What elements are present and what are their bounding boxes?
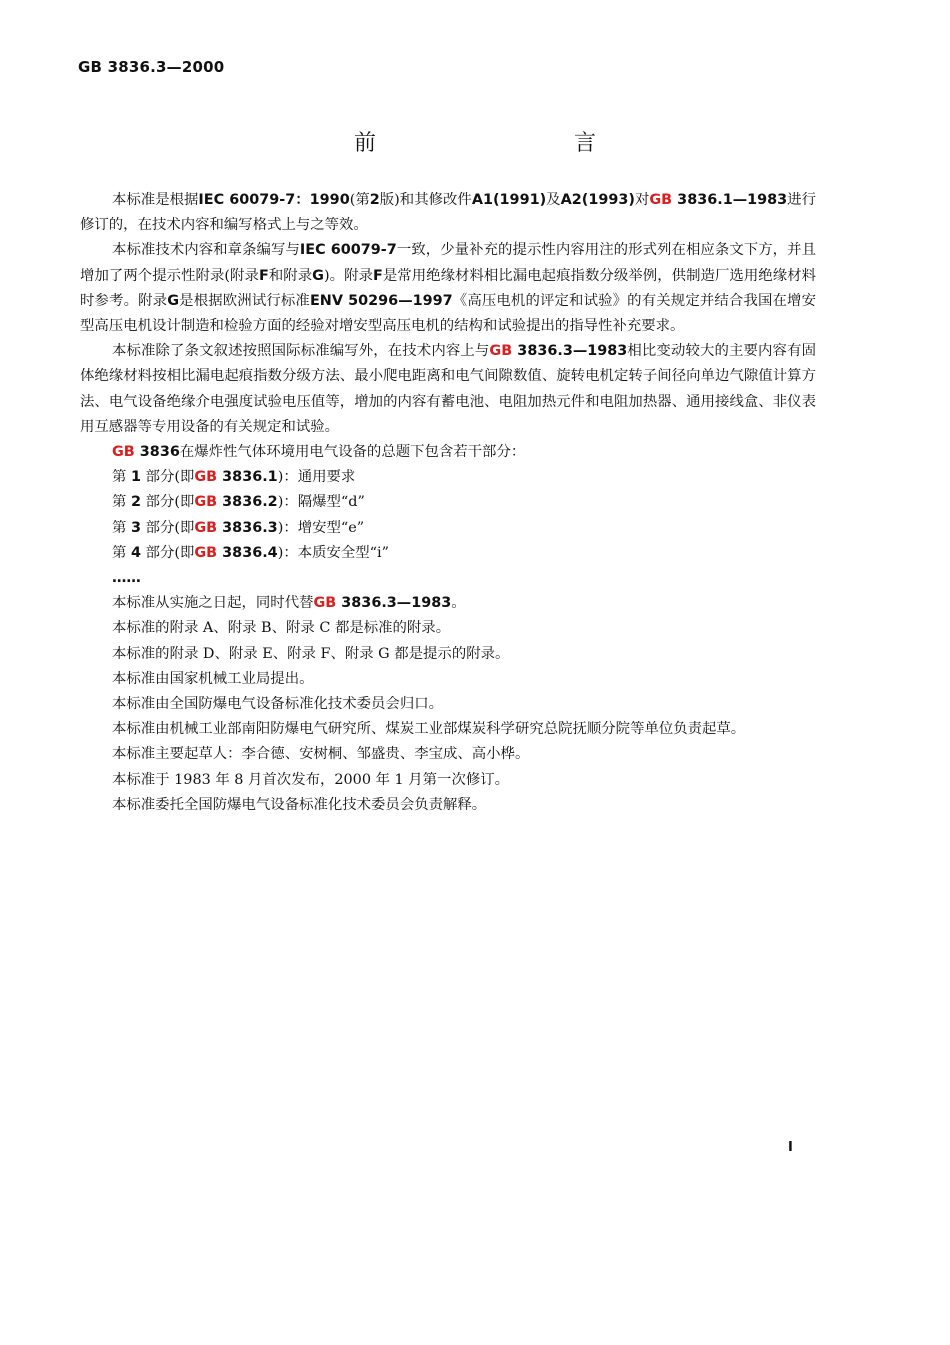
foreword-body [80, 188, 816, 818]
text-span: 本标准是根据 [112, 192, 199, 208]
text-span: 2 [369, 192, 380, 208]
text-span: 3836.3—1983 [512, 343, 628, 360]
text-span: )。附录 [323, 267, 373, 284]
text-span: G [167, 292, 180, 309]
paragraph-informative-annexes: 本标准的附录 D、附录 E、附录 F、附录 G 都是提示的附录。 [112, 645, 510, 662]
text-span: 3836.1—1983 [672, 192, 788, 208]
text-span: )：通用要求 [277, 469, 356, 486]
text-span: 第 [112, 544, 127, 561]
paragraph-drafters: 本标准主要起草人：李合德、安树桐、邹盛贵、李宝成、高小桦。 [112, 746, 530, 763]
text-span: 3 [130, 519, 141, 536]
gb-highlight: GB [489, 343, 513, 360]
paragraph-normative-annexes: 本标准的附录 A、附录 B、附录 C 都是标准的附录。 [112, 620, 451, 637]
text-span: (第 [349, 192, 370, 208]
text-span: 部分(即 [145, 544, 195, 561]
text-span: G [312, 267, 324, 284]
text-span: IEC 60079-7 [299, 242, 397, 259]
text-span: 本标准从实施之日起，同时代替 [112, 595, 314, 612]
list-item-part-2 [80, 490, 816, 515]
text-span: 对 [634, 192, 650, 208]
text-span: 3836.1 [217, 469, 278, 486]
paragraph-centralized-by: 本标准由全国防爆电气设备标准化技术委员会归口。 [112, 696, 443, 713]
gb-highlight: GB [194, 469, 218, 486]
text-span: 和附录 [268, 267, 313, 284]
text-span: )：本质安全型“i” [277, 544, 389, 561]
text-span: )：增安型“e” [277, 519, 365, 536]
text-span: 是常用绝缘材料相比漏电起痕指数分级举例，供制造厂选用绝缘材料时参考。附录 [80, 267, 816, 309]
gb-highlight: GB [194, 494, 218, 511]
text-span: )：隔爆型“d” [277, 494, 365, 511]
gb-highlight: GB [112, 444, 135, 461]
list-item-part-3 [80, 516, 816, 541]
text-span: 3836.4 [217, 544, 278, 561]
text-span: IEC 60079-7：1990 [198, 192, 350, 208]
paragraph-drafted-by: 本标准由机械工业部南阳防爆电气研究所、煤炭工业部煤炭科学研究总院抚顺分院等单位负责起草。 [112, 721, 746, 738]
gb-highlight: GB [194, 519, 218, 536]
standard-code-header: GB 3836.3—2000 [78, 58, 225, 76]
paragraph-changes [80, 339, 816, 440]
text-span: 在爆炸性气体环境用电气设备的总题下包含若干部分： [179, 444, 526, 461]
page-number: I [788, 1140, 793, 1155]
text-span: A1(1991) [471, 192, 547, 208]
text-span: 3836.3—1983 [336, 595, 452, 612]
gb-highlight: GB [313, 595, 337, 612]
text-span: 3836 [134, 444, 180, 461]
text-span: 。 [451, 595, 466, 612]
gb-highlight: GB [649, 192, 673, 208]
paragraph-interpretation: 本标准委托全国防爆电气设备标准化技术委员会负责解释。 [112, 796, 487, 813]
text-span: A2(1993) [560, 192, 635, 208]
text-span: 第 [112, 494, 127, 511]
text-span: 部分(即 [145, 494, 195, 511]
text-span: 4 [130, 544, 141, 561]
text-span: F [372, 267, 383, 284]
text-span: 1 [130, 469, 141, 486]
text-span: 部分(即 [145, 469, 195, 486]
paragraph-parts-intro [80, 440, 816, 465]
text-span: 部分(即 [145, 519, 195, 536]
list-item-part-4 [80, 541, 816, 566]
text-span: 版)和其修改件 [379, 192, 472, 208]
paragraph-replaces [80, 591, 816, 616]
page-title: 前 言 [353, 131, 684, 156]
text-span: 相比变动较大的主要内容有固体绝缘材料按相比漏电起痕指数分级方法、最小爬电距离和电气间隙数值、旋转电机定转子间径向单边气隙值计算方法、电气设备绝缘介电强度试验电压值等，增加的内容有蓄电池、电阻加热元件和电阻加热器、通用接线盒、非仪表用互感器等专用设备的有关规定和试验。 [80, 343, 816, 435]
text-span: 进行修订的，在技术内容和编写格式上与之等效。 [80, 192, 816, 234]
paragraph-issue-history: 本标准于 1983 年 8 月首次发布，2000 年 1 月第一次修订。 [112, 771, 510, 788]
text-span: 2 [130, 494, 141, 511]
paragraph-basis [80, 188, 816, 238]
list-ellipsis: …… [112, 570, 141, 587]
text-span: 3836.3 [217, 519, 278, 536]
text-span: F [258, 267, 269, 284]
text-span: 一致，少量补充的提示性内容用注的形式列在相应条文下方，并且增加了两个提示性附录(附录 [80, 242, 816, 284]
text-span: 第 [112, 469, 127, 486]
text-span: 本标准技术内容和章条编写与 [112, 242, 300, 259]
gb-highlight: GB [194, 544, 218, 561]
text-span: 是根据欧洲试行标准 [179, 292, 310, 309]
list-item-part-1 [80, 465, 816, 490]
text-span: 《高压电机的评定和试验》的有关规定并结合我国在增安型高压电机设计制造和检验方面的经验对增安型高压电机的结构和试验提出的指导性补充要求。 [80, 292, 816, 335]
text-span: 及 [546, 192, 561, 208]
text-span: 3836.2 [217, 494, 278, 511]
text-span: 第 [112, 519, 127, 536]
paragraph-proposed-by: 本标准由国家机械工业局提出。 [112, 670, 314, 687]
text-span: ENV 50296—1997 [309, 292, 453, 309]
paragraph-structure [80, 238, 816, 339]
text-span: 本标准除了条文叙述按照国际标准编写外，在技术内容上与 [112, 343, 490, 360]
